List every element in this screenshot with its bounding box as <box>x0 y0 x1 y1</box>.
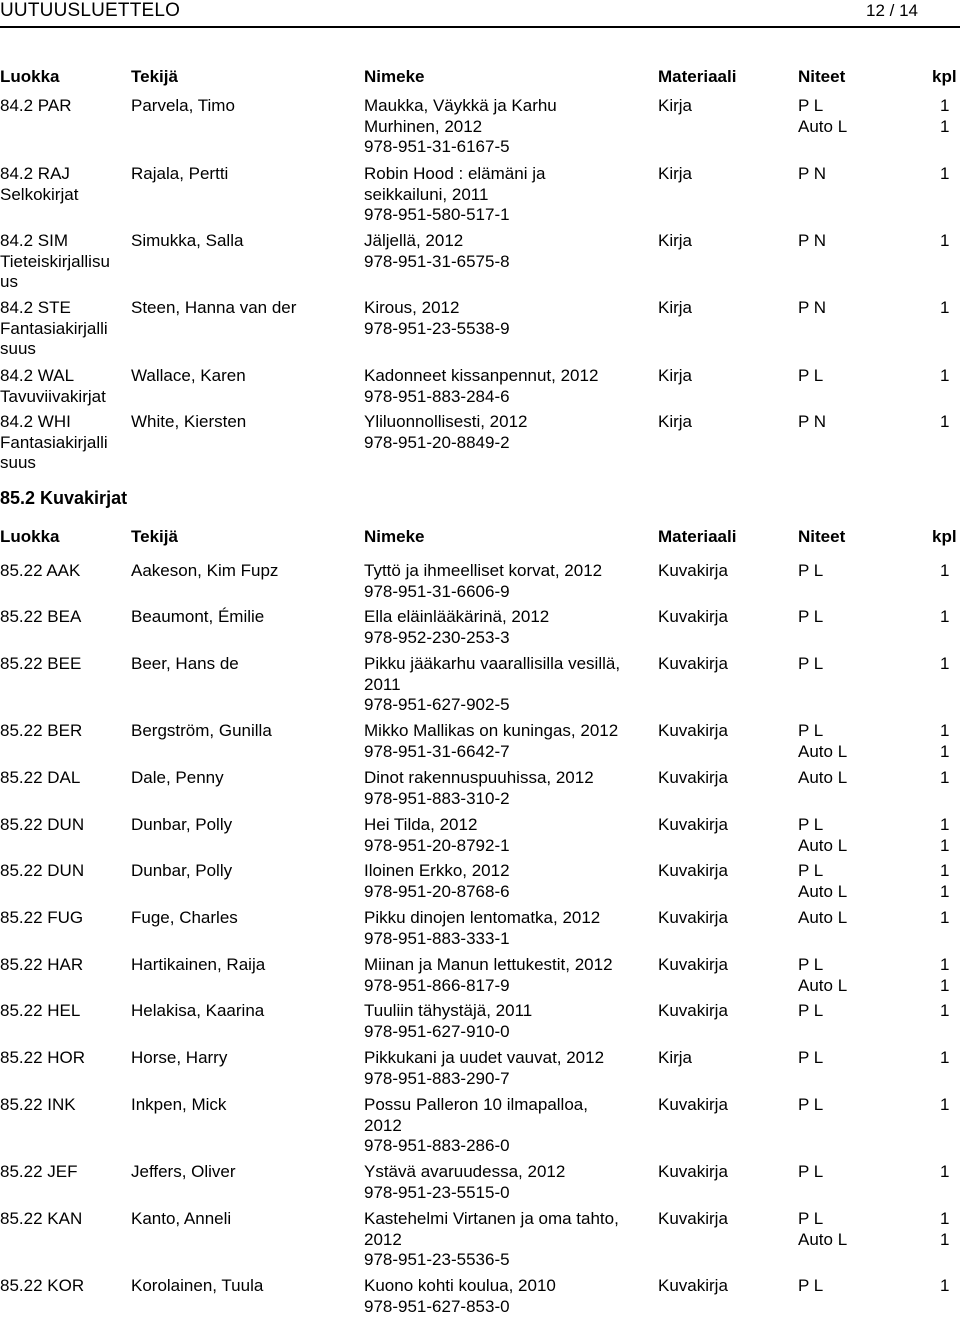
cell-nimeke-line: Ystävä avaruudessa, 2012 <box>364 1162 649 1183</box>
cell-kpl <box>940 1209 949 1250</box>
cell-luokka <box>0 1162 128 1183</box>
cell-nimeke-line: 978-951-883-310-2 <box>364 789 649 810</box>
cell-nimeke-line: 978-951-627-902-5 <box>364 695 649 716</box>
col-kpl: kpl <box>932 527 957 547</box>
cell-tekija: Horse, Harry <box>131 1048 227 1069</box>
cell-luokka-line: 85.22 BEE <box>0 654 128 675</box>
cell-kpl-line: 1 <box>940 861 949 882</box>
cell-nimeke-line: 2012 <box>364 1230 649 1251</box>
cell-nimeke-line: Mikko Mallikas on kuningas, 2012 <box>364 721 649 742</box>
cell-niteet <box>798 861 847 902</box>
cell-kpl <box>940 607 949 628</box>
cell-nimeke <box>364 1001 649 1042</box>
cell-tekija: Bergström, Gunilla <box>131 721 272 742</box>
cell-niteet-line: P L <box>798 1095 823 1116</box>
cell-niteet <box>798 298 826 319</box>
cell-kpl-line: 1 <box>940 366 949 387</box>
section-title-85: 85.2 Kuvakirjat <box>0 488 127 508</box>
cell-luokka-line: 85.22 HAR <box>0 955 128 976</box>
cell-niteet-line: P L <box>798 1048 823 1069</box>
cell-tekija: Helakisa, Kaarina <box>131 1001 264 1022</box>
cell-niteet <box>798 1048 823 1069</box>
cell-luokka-line: Fantasiakirjalli <box>0 433 128 454</box>
cell-niteet <box>798 721 847 762</box>
col-tekija: Tekijä <box>131 67 178 87</box>
cell-tekija: Korolainen, Tuula <box>131 1276 263 1297</box>
cell-luokka-line: 84.2 STE <box>0 298 128 319</box>
cell-tekija: Dale, Penny <box>131 768 224 789</box>
cell-kpl-line: 1 <box>940 1230 949 1251</box>
cell-niteet <box>798 1095 823 1116</box>
cell-materiaali: Kuvakirja <box>658 768 728 789</box>
cell-kpl <box>940 298 949 319</box>
cell-nimeke-line: 2011 <box>364 675 649 696</box>
cell-niteet <box>798 815 847 856</box>
col-materiaali: Materiaali <box>658 527 736 547</box>
col-kpl: kpl <box>932 67 957 87</box>
cell-niteet-line: P L <box>798 861 847 882</box>
cell-niteet-line: P N <box>798 231 826 252</box>
cell-nimeke <box>364 607 649 648</box>
cell-nimeke-line: Dinot rakennuspuuhissa, 2012 <box>364 768 649 789</box>
cell-luokka <box>0 607 128 628</box>
cell-nimeke <box>364 366 649 407</box>
cell-materiaali: Kuvakirja <box>658 1276 728 1297</box>
cell-nimeke <box>364 1162 649 1203</box>
cell-tekija: Aakeson, Kim Fupz <box>131 561 278 582</box>
cell-nimeke <box>364 164 649 226</box>
cell-materiaali: Kirja <box>658 1048 692 1069</box>
cell-nimeke <box>364 96 649 158</box>
cell-materiaali: Kuvakirja <box>658 861 728 882</box>
cell-kpl <box>940 231 949 252</box>
cell-luokka <box>0 164 128 205</box>
cell-luokka-line: 85.22 HEL <box>0 1001 128 1022</box>
cell-nimeke-line: 978-951-883-333-1 <box>364 929 649 950</box>
page-number: 12 / 14 <box>866 0 918 22</box>
cell-luokka <box>0 1001 128 1022</box>
cell-tekija: White, Kiersten <box>131 412 246 433</box>
cell-nimeke <box>364 721 649 762</box>
cell-niteet <box>798 1001 823 1022</box>
cell-luokka-line: Selkokirjat <box>0 185 128 206</box>
cell-kpl <box>940 768 949 789</box>
cell-niteet <box>798 561 823 582</box>
cell-nimeke <box>364 231 649 272</box>
cell-niteet-line: Auto L <box>798 742 847 763</box>
cell-luokka-line: us <box>0 272 128 293</box>
cell-nimeke-line: Tyttö ja ihmeelliset korvat, 2012 <box>364 561 649 582</box>
cell-materiaali: Kirja <box>658 231 692 252</box>
col-luokka: Luokka <box>0 67 128 87</box>
cell-niteet <box>798 366 823 387</box>
cell-luokka-line: Fantasiakirjalli <box>0 319 128 340</box>
cell-nimeke-line: 978-951-31-6642-7 <box>364 742 649 763</box>
cell-niteet-line: P L <box>798 561 823 582</box>
cell-kpl <box>940 412 949 433</box>
cell-tekija: Jeffers, Oliver <box>131 1162 236 1183</box>
cell-niteet <box>798 955 847 996</box>
table-header-84 <box>0 67 960 87</box>
cell-niteet-line: P N <box>798 164 826 185</box>
cell-kpl-line: 1 <box>940 561 949 582</box>
cell-niteet <box>798 607 823 628</box>
document-title: UUTUUSLUETTELO <box>0 0 180 22</box>
cell-tekija: Inkpen, Mick <box>131 1095 226 1116</box>
cell-niteet <box>798 412 826 433</box>
col-luokka: Luokka <box>0 527 128 547</box>
cell-tekija: Kanto, Anneli <box>131 1209 231 1230</box>
cell-materiaali: Kirja <box>658 164 692 185</box>
cell-nimeke-line: 978-952-230-253-3 <box>364 628 649 649</box>
cell-luokka-line: 85.22 KOR <box>0 1276 128 1297</box>
cell-nimeke-line: Kadonneet kissanpennut, 2012 <box>364 366 649 387</box>
cell-tekija: Dunbar, Polly <box>131 861 232 882</box>
cell-kpl-line: 1 <box>940 1095 949 1116</box>
cell-nimeke-line: 978-951-23-5538-9 <box>364 319 649 340</box>
cell-nimeke-line: 978-951-20-8849-2 <box>364 433 649 454</box>
cell-nimeke-line: 978-951-866-817-9 <box>364 976 649 997</box>
cell-niteet <box>798 231 826 252</box>
cell-nimeke-line: Possu Palleron 10 ilmapalloa, <box>364 1095 649 1116</box>
cell-luokka-line: suus <box>0 453 128 474</box>
cell-nimeke-line: Hei Tilda, 2012 <box>364 815 649 836</box>
cell-tekija: Beer, Hans de <box>131 654 239 675</box>
cell-luokka-line: 85.22 DUN <box>0 861 128 882</box>
cell-nimeke-line: Pikku jääkarhu vaarallisilla vesillä, <box>364 654 649 675</box>
cell-niteet-line: P L <box>798 96 847 117</box>
cell-niteet-line: P L <box>798 955 847 976</box>
cell-niteet-line: P L <box>798 366 823 387</box>
cell-luokka <box>0 1095 128 1116</box>
cell-tekija: Wallace, Karen <box>131 366 246 387</box>
cell-kpl <box>940 955 949 996</box>
cell-kpl-line: 1 <box>940 231 949 252</box>
cell-materiaali: Kirja <box>658 96 692 117</box>
cell-tekija: Steen, Hanna van der <box>131 298 296 319</box>
cell-nimeke-line: Kastehelmi Virtanen ja oma tahto, <box>364 1209 649 1230</box>
cell-niteet-line: P L <box>798 721 847 742</box>
cell-kpl <box>940 164 949 185</box>
cell-materiaali: Kuvakirja <box>658 561 728 582</box>
cell-nimeke <box>364 1276 649 1317</box>
cell-luokka <box>0 1276 128 1297</box>
cell-niteet <box>798 96 847 137</box>
cell-luokka-line: 85.22 BEA <box>0 607 128 628</box>
cell-nimeke <box>364 412 649 453</box>
cell-nimeke-line: 978-951-23-5536-5 <box>364 1250 649 1271</box>
cell-luokka <box>0 96 128 117</box>
cell-niteet <box>798 1209 847 1250</box>
cell-kpl-line: 1 <box>940 1048 949 1069</box>
cell-luokka-line: 85.22 DUN <box>0 815 128 836</box>
cell-niteet-line: P L <box>798 1209 847 1230</box>
cell-luokka-line: 85.22 HOR <box>0 1048 128 1069</box>
col-niteet: Niteet <box>798 527 845 547</box>
col-niteet: Niteet <box>798 67 845 87</box>
cell-luokka-line: 84.2 PAR <box>0 96 128 117</box>
cell-materiaali: Kuvakirja <box>658 815 728 836</box>
col-tekija: Tekijä <box>131 527 178 547</box>
cell-kpl <box>940 815 949 856</box>
cell-kpl-line: 1 <box>940 1162 949 1183</box>
cell-niteet-line: Auto L <box>798 836 847 857</box>
cell-materiaali: Kuvakirja <box>658 1209 728 1230</box>
cell-nimeke-line: Yliluonnollisesti, 2012 <box>364 412 649 433</box>
cell-nimeke-line: Pikkukani ja uudet vauvat, 2012 <box>364 1048 649 1069</box>
cell-niteet-line: P L <box>798 654 823 675</box>
cell-materiaali: Kuvakirja <box>658 1095 728 1116</box>
cell-niteet-line: Auto L <box>798 117 847 138</box>
cell-kpl <box>940 721 949 762</box>
cell-nimeke-line: 978-951-23-5515-0 <box>364 1183 649 1204</box>
cell-luokka-line: 85.22 INK <box>0 1095 128 1116</box>
cell-materiaali: Kuvakirja <box>658 1001 728 1022</box>
cell-luokka-line: 85.22 FUG <box>0 908 128 929</box>
cell-luokka <box>0 721 128 742</box>
cell-kpl-line: 1 <box>940 607 949 628</box>
cell-kpl <box>940 654 949 675</box>
cell-luokka <box>0 654 128 675</box>
cell-luokka <box>0 1048 128 1069</box>
cell-nimeke-line: 978-951-31-6167-5 <box>364 137 649 158</box>
cell-kpl-line: 1 <box>940 1001 949 1022</box>
cell-niteet-line: Auto L <box>798 1230 847 1251</box>
cell-niteet-line: P N <box>798 412 826 433</box>
page-header <box>0 0 960 24</box>
cell-niteet-line: P L <box>798 815 847 836</box>
cell-materiaali: Kuvakirja <box>658 955 728 976</box>
cell-nimeke-line: 978-951-20-8768-6 <box>364 882 649 903</box>
cell-luokka <box>0 231 128 293</box>
cell-kpl-line: 1 <box>940 1209 949 1230</box>
cell-kpl-line: 1 <box>940 117 949 138</box>
cell-kpl-line: 1 <box>940 882 949 903</box>
table-header-85 <box>0 527 960 547</box>
cell-niteet <box>798 654 823 675</box>
cell-luokka-line: 84.2 SIM <box>0 231 128 252</box>
cell-kpl <box>940 1162 949 1183</box>
cell-niteet-line: P L <box>798 607 823 628</box>
cell-kpl-line: 1 <box>940 955 949 976</box>
cell-luokka-line: 85.22 JEF <box>0 1162 128 1183</box>
cell-nimeke <box>364 1048 649 1089</box>
cell-nimeke <box>364 561 649 602</box>
cell-materiaali: Kirja <box>658 298 692 319</box>
cell-materiaali: Kuvakirja <box>658 654 728 675</box>
cell-luokka <box>0 366 128 407</box>
cell-tekija: Hartikainen, Raija <box>131 955 265 976</box>
cell-luokka-line: Tieteiskirjallisu <box>0 252 128 273</box>
cell-luokka-line: 85.22 AAK <box>0 561 128 582</box>
cell-luokka-line: 85.22 DAL <box>0 768 128 789</box>
cell-materiaali: Kuvakirja <box>658 607 728 628</box>
cell-tekija: Fuge, Charles <box>131 908 238 929</box>
cell-nimeke <box>364 815 649 856</box>
cell-nimeke-line: 2012 <box>364 1116 649 1137</box>
cell-kpl-line: 1 <box>940 815 949 836</box>
cell-kpl-line: 1 <box>940 164 949 185</box>
cell-luokka <box>0 815 128 836</box>
cell-materiaali: Kirja <box>658 366 692 387</box>
cell-nimeke <box>364 1095 649 1157</box>
cell-kpl-line: 1 <box>940 721 949 742</box>
col-nimeke: Nimeke <box>364 67 649 87</box>
cell-nimeke-line: 978-951-883-286-0 <box>364 1136 649 1157</box>
cell-nimeke-line: Robin Hood : elämäni ja <box>364 164 649 185</box>
cell-materiaali: Kuvakirja <box>658 1162 728 1183</box>
cell-nimeke-line: 978-951-627-853-0 <box>364 1297 649 1317</box>
cell-kpl-line: 1 <box>940 298 949 319</box>
cell-tekija: Beaumont, Émilie <box>131 607 264 628</box>
cell-nimeke-line: Murhinen, 2012 <box>364 117 649 138</box>
cell-materiaali: Kuvakirja <box>658 721 728 742</box>
cell-luokka <box>0 1209 128 1230</box>
cell-nimeke-line: Kuono kohti koulua, 2010 <box>364 1276 649 1297</box>
cell-nimeke <box>364 1209 649 1271</box>
cell-niteet-line: Auto L <box>798 882 847 903</box>
cell-nimeke-line: Jäljellä, 2012 <box>364 231 649 252</box>
cell-nimeke <box>364 298 649 339</box>
cell-niteet <box>798 908 847 929</box>
cell-niteet-line: P L <box>798 1276 823 1297</box>
cell-kpl <box>940 96 949 137</box>
cell-luokka-line: 85.22 KAN <box>0 1209 128 1230</box>
cell-luokka <box>0 768 128 789</box>
cell-kpl-line: 1 <box>940 1276 949 1297</box>
cell-materiaali: Kuvakirja <box>658 908 728 929</box>
cell-luokka <box>0 955 128 976</box>
cell-nimeke <box>364 908 649 949</box>
cell-niteet-line: P N <box>798 298 826 319</box>
cell-nimeke-line: Pikku dinojen lentomatka, 2012 <box>364 908 649 929</box>
cell-tekija: Rajala, Pertti <box>131 164 228 185</box>
col-nimeke: Nimeke <box>364 527 649 547</box>
cell-kpl <box>940 1276 949 1297</box>
cell-kpl-line: 1 <box>940 96 949 117</box>
cell-niteet <box>798 1276 823 1297</box>
cell-luokka <box>0 908 128 929</box>
cell-niteet-line: P L <box>798 1162 823 1183</box>
cell-kpl <box>940 908 949 929</box>
cell-nimeke-line: Ella eläinlääkärinä, 2012 <box>364 607 649 628</box>
cell-nimeke-line: 978-951-627-910-0 <box>364 1022 649 1043</box>
cell-nimeke-line: Kirous, 2012 <box>364 298 649 319</box>
cell-luokka <box>0 861 128 882</box>
cell-niteet-line: P L <box>798 1001 823 1022</box>
cell-niteet-line: Auto L <box>798 976 847 997</box>
cell-nimeke-line: seikkailuni, 2011 <box>364 185 649 206</box>
cell-kpl <box>940 1048 949 1069</box>
cell-tekija: Parvela, Timo <box>131 96 235 117</box>
cell-tekija: Simukka, Salla <box>131 231 243 252</box>
cell-luokka-line: Tavuviivakirjat <box>0 387 128 408</box>
cell-kpl <box>940 366 949 387</box>
cell-nimeke-line: 978-951-31-6606-9 <box>364 582 649 603</box>
cell-materiaali: Kirja <box>658 412 692 433</box>
cell-nimeke-line: Tuuliin tähystäjä, 2011 <box>364 1001 649 1022</box>
cell-niteet-line: Auto L <box>798 908 847 929</box>
cell-kpl <box>940 561 949 582</box>
cell-niteet <box>798 768 847 789</box>
cell-luokka-line: 84.2 WAL <box>0 366 128 387</box>
cell-luokka-line: 84.2 WHI <box>0 412 128 433</box>
cell-luokka-line: suus <box>0 339 128 360</box>
cell-kpl-line: 1 <box>940 836 949 857</box>
cell-nimeke-line: Maukka, Väykkä ja Karhu <box>364 96 649 117</box>
cell-nimeke-line: 978-951-580-517-1 <box>364 205 649 226</box>
cell-luokka <box>0 561 128 582</box>
cell-nimeke <box>364 955 649 996</box>
cell-kpl <box>940 861 949 902</box>
cell-nimeke-line: Miinan ja Manun lettukestit, 2012 <box>364 955 649 976</box>
cell-nimeke-line: 978-951-883-284-6 <box>364 387 649 408</box>
cell-nimeke-line: Iloinen Erkko, 2012 <box>364 861 649 882</box>
cell-nimeke-line: 978-951-20-8792-1 <box>364 836 649 857</box>
cell-luokka-line: 84.2 RAJ <box>0 164 128 185</box>
cell-kpl-line: 1 <box>940 412 949 433</box>
cell-nimeke-line: 978-951-883-290-7 <box>364 1069 649 1090</box>
cell-kpl <box>940 1001 949 1022</box>
cell-luokka <box>0 412 128 474</box>
cell-kpl-line: 1 <box>940 768 949 789</box>
cell-kpl-line: 1 <box>940 742 949 763</box>
cell-kpl <box>940 1095 949 1116</box>
cell-kpl-line: 1 <box>940 654 949 675</box>
col-materiaali: Materiaali <box>658 67 736 87</box>
cell-luokka-line: 85.22 BER <box>0 721 128 742</box>
cell-niteet-line: Auto L <box>798 768 847 789</box>
cell-nimeke <box>364 654 649 716</box>
cell-tekija: Dunbar, Polly <box>131 815 232 836</box>
cell-kpl-line: 1 <box>940 976 949 997</box>
cell-niteet <box>798 1162 823 1183</box>
cell-nimeke <box>364 768 649 809</box>
cell-luokka <box>0 298 128 360</box>
cell-niteet <box>798 164 826 185</box>
cell-nimeke <box>364 861 649 902</box>
cell-nimeke-line: 978-951-31-6575-8 <box>364 252 649 273</box>
header-rule <box>0 26 960 28</box>
cell-kpl-line: 1 <box>940 908 949 929</box>
